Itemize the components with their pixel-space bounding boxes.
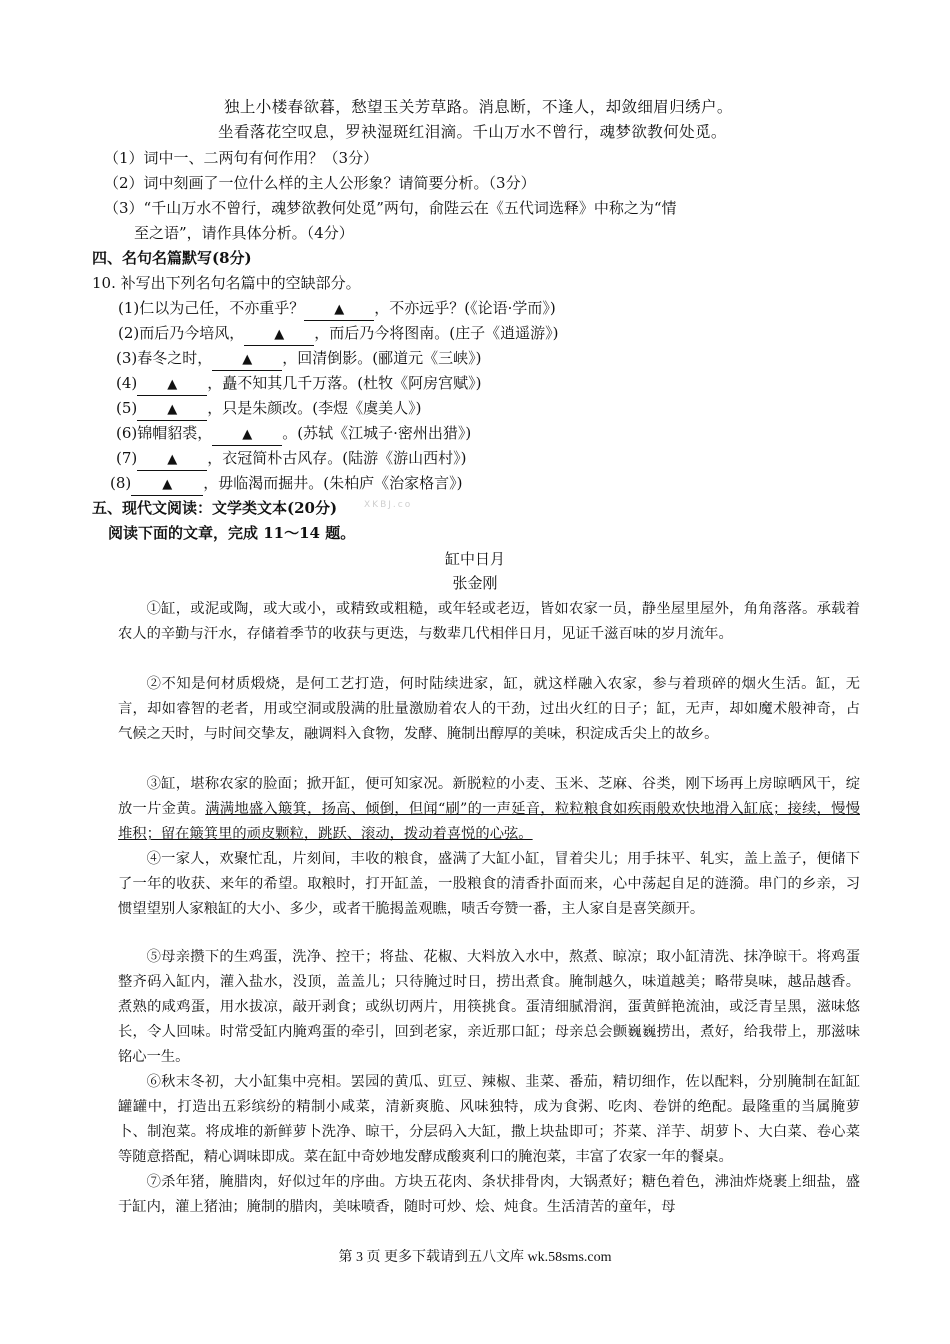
paragraph-3-text: ③缸，堪称农家的脸面；掀开缸，便可知家况。新脱粒的小麦、玉米、芝麻、谷类，刚下场再上房晾晒风干，绽放一片金黄。 — [118, 776, 860, 817]
section-5-heading: 五、现代文阅读：文学类文本(20分) — [92, 499, 338, 517]
triangle-marker: ▲ — [162, 477, 173, 492]
fill-item-5-post: ，只是朱颜改。(李煜《虞美人》) — [207, 399, 422, 417]
fill-item-4 — [116, 373, 481, 396]
article-paragraph-5: ⑤母亲攒下的生鸡蛋，洗净、控干；将盐、花椒、大料放入水中，熬煮、晾凉；取小缸清洗、抹净晾干。将鸡蛋整齐码入缸内，灌入盐水，没顶，盖盖儿；只待腌过时日，捞出煮食。腌制越久，味道越美；略带臭味，越品越香。煮熟的咸鸡蛋，用水拔凉，敲开剥食；或纵切两片，用筷挑食。蛋清细腻滑润，蛋黄鲜艳流油，或泛青呈黑，滋味悠长，令人回味。时常受缸内腌鸡蛋的牵引，回到老家，亲近那口缸；母亲总会颤巍巍捞出，煮好，给我带上，那滋味铭心一生。 — [118, 949, 860, 1065]
fill-item-5-pre: (5) — [116, 399, 138, 417]
fill-item-7 — [116, 448, 466, 471]
triangle-marker: ▲ — [334, 302, 345, 317]
section-4-heading: 四、名句名篇默写(8分) — [92, 249, 252, 267]
fill-item-3-pre: (3)春冬之时， — [116, 349, 213, 367]
fill-item-3-post: ，回清倒影。(郦道元《三峡》) — [282, 349, 482, 367]
triangle-marker: ▲ — [274, 327, 285, 342]
fill-item-2-pre: (2)而后乃今培风， — [118, 324, 245, 342]
question-1: （1）词中一、二两句有何作用？（3分） — [104, 149, 379, 167]
article-paragraph-7: ⑦杀年猪，腌腊肉，好似过年的序曲。方块五花肉、条状排骨肉，大锅煮好；糖色着色，沸油炸烧裹上细盐，盛于缸内，灌上猪油；腌制的腊肉，美味喷香，随时可炒、烩、炖食。生活清苦的童年，母 — [118, 1174, 860, 1215]
watermark: XKBJ.co — [364, 500, 413, 510]
fill-item-1 — [118, 298, 556, 321]
fill-item-2 — [118, 323, 558, 346]
question-2: （2）词中刻画了一位什么样的主人公形象？请简要分析。（3分） — [104, 174, 536, 192]
question-3-line-2: 至之语”，请作具体分析。（4分） — [134, 224, 354, 242]
fill-blank[interactable] — [212, 348, 282, 371]
fill-blank[interactable] — [244, 323, 314, 346]
fill-blank[interactable] — [137, 448, 207, 471]
fill-item-1-pre: (1)仁以为己任，不亦重乎？ — [118, 299, 305, 317]
fill-item-6 — [116, 423, 471, 446]
poem-line-2: 坐看落花空叹息，罗袂湿斑红泪滴。千山万水不曾行，魂梦欲教何处觅。 — [218, 123, 727, 141]
poem-line-1: 独上小楼春欲暮，愁望玉关芳草路。消息断，不逢人，却敛细眉归绣户。 — [224, 98, 733, 116]
fill-item-3 — [116, 348, 481, 371]
triangle-marker: ▲ — [242, 352, 253, 367]
article-paragraph-1: ①缸，或泥或陶，或大或小，或精致或粗糙，或年轻或老迈，皆如农家一员，静坐屋里屋外，角角落落。承载着农人的辛勤与汗水，存储着季节的收获与更迭，与数辈几代相伴日月，见证千滋百味的岁月流年。 — [118, 601, 860, 642]
fill-blank[interactable] — [304, 298, 374, 321]
paragraph-3-underlined-text: 满满地盛入簸箕，扬高、倾倒，但闻“刷”的一声延音，粒粒粮食如疾雨般欢快地滑入缸底；接续，慢慢堆积；留在簸箕里的顽皮颗粒，跳跃、滚动，拨动着喜悦的心弦。 — [118, 801, 860, 842]
fill-item-2-post: ，而后乃今将图南。(庄子《逍遥游》) — [314, 324, 559, 342]
page-footer: 第 3 页 更多下载请到五八文库 wk.58sms.com — [338, 1250, 612, 1265]
triangle-marker: ▲ — [242, 427, 253, 442]
fill-blank[interactable] — [212, 423, 282, 446]
article-title: 缸中日月 — [444, 550, 505, 568]
fill-item-8 — [110, 473, 462, 496]
fill-item-6-pre: (6)锦帽貂裘， — [116, 424, 213, 442]
section-4-intro: 10. 补写出下列名句名篇中的空缺部分。 — [92, 274, 361, 292]
article-author: 张金刚 — [452, 574, 498, 592]
article-paragraph-6: ⑥秋末冬初，大小缸集中亮相。罢园的黄瓜、豇豆、辣椒、韭菜、番茄，精切细作，佐以配料，分别腌制在缸缸罐罐中，打造出五彩缤纷的精制小咸菜，清新爽脆、风味独特，成为食粥、吃肉、卷饼的绝配。最隆重的当属腌萝卜、制泡菜。将成堆的新鲜萝卜洗净、晾干，分层码入大缸，撒上块盐即可；芥菜、洋芋、胡萝卜、大白菜、卷心菜等随意搭配，精心调味即成。菜在缸中奇妙地发酵成酸爽利口的腌泡菜，丰富了农家一年的餐桌。 — [118, 1074, 860, 1165]
triangle-marker: ▲ — [167, 377, 178, 392]
fill-item-4-pre: (4) — [116, 374, 138, 392]
section-5-intro: 阅读下面的文章，完成 11～14 题。 — [108, 524, 356, 542]
triangle-marker: ▲ — [167, 402, 178, 417]
fill-item-8-post: ，毋临渴而掘井。(朱柏庐《治家格言》) — [203, 474, 463, 492]
fill-item-7-pre: (7) — [116, 449, 138, 467]
fill-item-1-post: ，不亦远乎？(《论语·学而》) — [374, 299, 556, 317]
article-paragraph-2: ②不知是何材质煅烧，是何工艺打造，何时陆续进家，缸，就这样融入农家，参与着琐碎的烟火生活。缸，无言，却如睿智的老者，用或空洞或殷满的肚量激励着农人的干劲，过出火红的日子；缸，无声，却如魔术般神奇，占气候之天时，与时间交挚友，融调料入食物，发酵、腌制出醇厚的美味，积淀成舌尖上的故乡。 — [118, 676, 860, 742]
triangle-marker: ▲ — [167, 452, 178, 467]
article-paragraph-3 — [118, 772, 860, 847]
fill-item-8-pre: (8) — [110, 474, 132, 492]
fill-item-7-post: ，衣冠简朴古风存。(陆游《游山西村》) — [207, 449, 467, 467]
fill-blank[interactable] — [137, 398, 207, 421]
fill-item-4-post: ，矗不知其几千万落。(杜牧《阿房宫赋》) — [207, 374, 482, 392]
article-paragraph-4: ④一家人，欢聚忙乱，片刻间，丰收的粮食，盛满了大缸小缸，冒着尖儿；用手抹平、轧实，盖上盖子，便储下了一年的收获、来年的希望。取粮时，打开缸盖，一股粮食的清香扑面而来，心中荡起自足的涟漪。串门的乡亲，习惯望望别人家粮缸的大小、多少，或者干脆揭盖观瞧，啧舌夸赞一番，主人家自是喜笑颜开。 — [118, 851, 860, 917]
question-3-line-1: （3）“千山万水不曾行，魂梦欲教何处觅”两句，俞陛云在《五代词选释》中称之为“情 — [104, 199, 677, 217]
fill-blank[interactable] — [137, 373, 207, 396]
fill-item-6-post: 。(苏轼《江城子·密州出猎》) — [282, 424, 472, 442]
fill-item-5 — [116, 398, 421, 421]
fill-blank[interactable] — [131, 473, 203, 496]
